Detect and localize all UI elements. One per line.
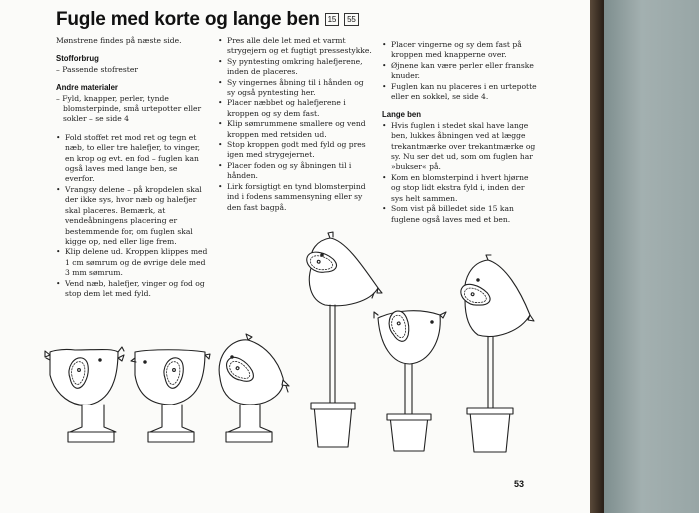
long-legs-heading: Lange ben [382,110,421,120]
bird-illustration-3 [219,334,289,442]
fabric-heading: Stofforbrug [56,54,99,64]
list-item: • Sy pyntesting omkring halefjerene, inden de placeres. [218,57,373,78]
bird-illustration-4 [305,232,382,447]
bird-illustration-5 [374,309,446,451]
list-item: • Lirk forsigtigt en tynd blomsterpind ind i fodens sammensyning eller sy den fast bagpå. [218,182,373,213]
list-item: • Sy vingernes åbning til i hånden og sy også pyntesting her. [218,78,373,99]
list-item: • Hvis fuglen i stedet skal have lange ben, lukkes åbningen ved at lægge trekantmærke over trekantmærke og sy. Nu ser det ud, som om fuglen har »bukser« på. [382,121,537,173]
bird-illustration-6 [458,255,534,452]
bird-illustration-1 [45,347,124,442]
list-item: • Kom en blomsterpind i hvert hjørne og stop lidt ekstra fyld i, inden der sys helt sammen. [382,173,537,204]
list-item: • Fuglen kan nu placeres i en urtepotte eller en sokkel, se side 4. [382,82,537,103]
list-item: • Vrangsy delene – på kropdelen skal der ikke sys, hvor næb og halefjer skal placeres. Bemærk, at vendeåbningens placering er bestemmende for, om fuglen skal kigge op, ned eller lige frem. [56,185,208,247]
fabric-text: – Passende stofrester [56,64,138,74]
list-item: • Fold stoffet ret mod ret og tegn et næb, to eller tre halefjer, to vinger, en krop og evt. en fod – fuglen kan også laves med lange ben, se everfor. [56,133,208,185]
adjacent-page [604,0,699,513]
list-item: • Placer foden og sy åbningen til i hånden. [218,161,373,182]
materials-text: – Fyld, knapper, perler, tynde blomsterpinde, små urtepotter eller sokler – se side 4 [56,93,202,124]
ref-badge-1: 15 [325,13,340,26]
ref-badge-2: 55 [344,13,359,26]
page-number: 53 [514,479,525,489]
list-item: • Pres alle dele let med et varmt strygejern og et fugtigt pressestykke. [218,36,373,57]
intro-text: Mønstrene findes på næste side. [56,36,182,45]
page-title: Fugle med korte og lange ben 15 55 [56,9,359,31]
list-item: • Klip delene ud. Kroppen klippes med 1 cm sømrum og de øvrige dele med 3 mm sømrum. [56,247,208,278]
list-item: • Placer næbbet og halefjerene i kroppen og sy dem fast. [218,98,373,119]
materials-heading: Andre materialer [56,83,118,93]
bird-illustration-2 [131,350,210,442]
list-item: • Placer vingerne og sy dem fast på kroppen med knapperne over. [382,40,537,61]
list-item: • Stop kroppen godt med fyld og pres igen med strygejernet. [218,140,373,161]
list-item: • Som vist på billedet side 15 kan fuglene også laves med et ben. [382,204,537,225]
list-item: • Vend næb, halefjer, vinger og fod og stop dem let med fyld. [56,279,208,300]
list-item: • Klip sømrummene smallere og vend kroppen med retsiden ud. [218,119,373,140]
list-item: • Øjnene kan være perler eller franske knuder. [382,61,537,82]
